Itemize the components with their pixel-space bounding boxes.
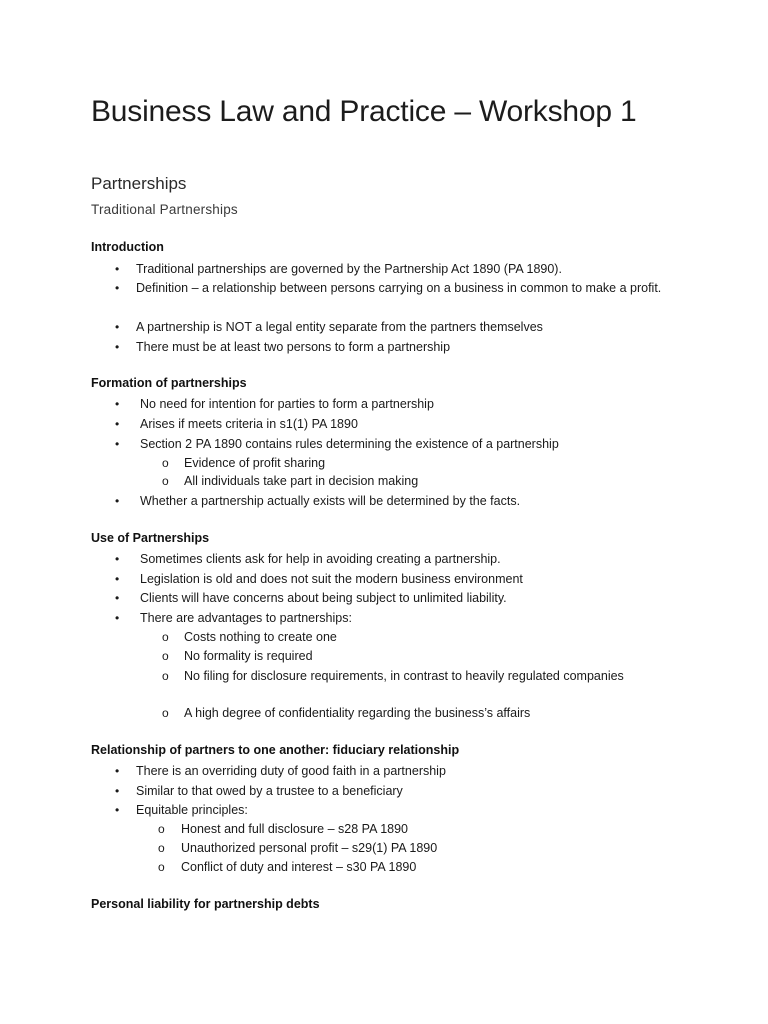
circle-bullet-icon: o xyxy=(162,649,169,663)
list-item-text: There is an overriding duty of good faith in a partnership xyxy=(136,764,446,778)
list-item-text: Legislation is old and does not suit the modern business environment xyxy=(140,572,523,586)
bullet-icon: • xyxy=(115,262,120,276)
bullet-icon: • xyxy=(115,803,120,817)
list-item-text: Arises if meets criteria in s1(1) PA 1890 xyxy=(140,417,358,431)
sub-list-item-text: No filing for disclosure requirements, in contrast to heavily regulated companies xyxy=(184,669,624,683)
bullet-icon: • xyxy=(115,764,120,778)
section-heading-personal-liability: Personal liability for partnership debts xyxy=(91,897,320,911)
list-item-text: Whether a partnership actually exists will be determined by the facts. xyxy=(140,494,521,508)
bullet-icon: • xyxy=(115,494,120,508)
list-item-text: There must be at least two persons to form a partnership xyxy=(136,340,451,354)
list-item-text: Similar to that owed by a trustee to a beneficiary xyxy=(136,784,403,798)
bullet-icon: • xyxy=(115,552,120,566)
list-item-text: There are advantages to partnerships: xyxy=(140,611,352,625)
sub-list-item-text: Evidence of profit sharing xyxy=(184,456,326,470)
bullet-icon: • xyxy=(115,340,120,354)
bullet-icon: • xyxy=(115,320,120,334)
bullet-icon: • xyxy=(115,611,120,625)
circle-bullet-icon: o xyxy=(162,456,169,470)
list-item-text: Equitable principles: xyxy=(136,803,248,817)
bullet-icon: • xyxy=(115,572,120,586)
list-item-text: Section 2 PA 1890 contains rules determining the existence of a partnership xyxy=(140,437,559,451)
circle-bullet-icon: o xyxy=(158,860,165,874)
bullet-icon: • xyxy=(115,591,120,605)
list-item-text: No need for intention for parties to form a partnership xyxy=(140,397,434,411)
bullet-icon: • xyxy=(115,437,120,451)
section-heading-relationship: Relationship of partners to one another: fiduciary relationship xyxy=(91,743,460,757)
circle-bullet-icon: o xyxy=(158,822,165,836)
bullet-icon: • xyxy=(115,784,120,798)
section-heading-use: Use of Partnerships xyxy=(91,531,210,545)
bullet-icon: • xyxy=(115,281,120,295)
section-heading-formation: Formation of partnerships xyxy=(91,376,247,390)
sub-list-item-text: All individuals take part in decision making xyxy=(184,474,419,488)
sub-list-item-text: No formality is required xyxy=(184,649,313,663)
circle-bullet-icon: o xyxy=(162,706,169,720)
sub-list-item-text: Honest and full disclosure – s28 PA 1890 xyxy=(181,822,408,836)
document-title: Business Law and Practice – Workshop 1 xyxy=(91,95,637,128)
list-item-text: A partnership is NOT a legal entity separate from the partners themselves xyxy=(136,320,543,334)
subheading-traditional-partnerships: Traditional Partnerships xyxy=(91,202,238,217)
list-item-text: Traditional partnerships are governed by the Partnership Act 1890 (PA 1890). xyxy=(136,262,562,276)
circle-bullet-icon: o xyxy=(162,630,169,644)
heading-partnerships: Partnerships xyxy=(91,174,187,193)
bullet-icon: • xyxy=(115,397,120,411)
sub-list-item-text: Conflict of duty and interest – s30 PA 1890 xyxy=(181,860,417,874)
circle-bullet-icon: o xyxy=(158,841,165,855)
section-heading-introduction: Introduction xyxy=(91,240,164,254)
list-item-text: Sometimes clients ask for help in avoiding creating a partnership. xyxy=(140,552,501,566)
sub-list-item-text: Costs nothing to create one xyxy=(184,630,337,644)
sub-list-item-text: A high degree of confidentiality regarding the business’s affairs xyxy=(184,706,531,720)
sub-list-item-text: Unauthorized personal profit – s29(1) PA 1890 xyxy=(181,841,438,855)
list-item-text: Clients will have concerns about being subject to unlimited liability. xyxy=(140,591,507,605)
bullet-icon: • xyxy=(115,417,120,431)
circle-bullet-icon: o xyxy=(162,474,169,488)
circle-bullet-icon: o xyxy=(162,669,169,683)
list-item-text: Definition – a relationship between persons carrying on a business in common to make a profit. xyxy=(136,281,662,295)
